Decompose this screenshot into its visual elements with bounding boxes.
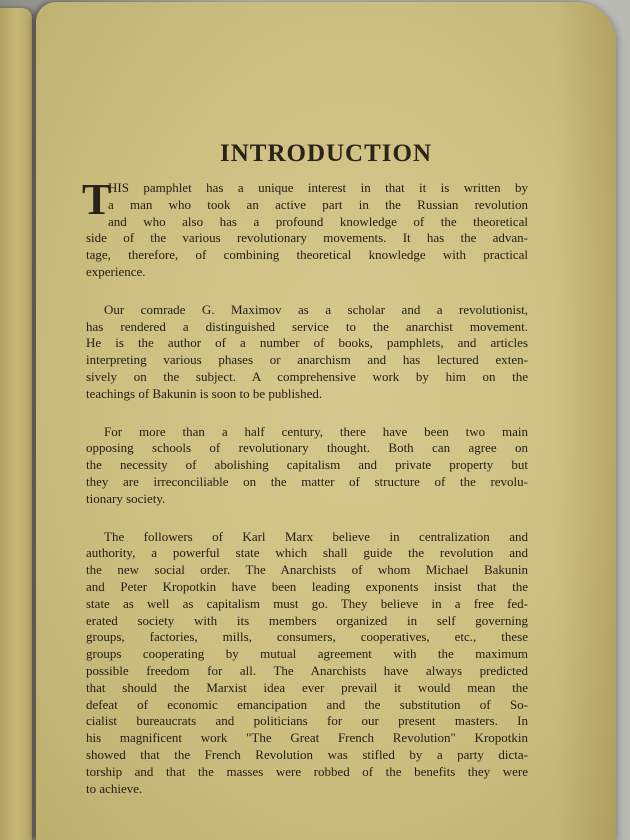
text-line: authority, a powerful state which shall guide the revolution and — [86, 545, 528, 561]
text-line: experience. — [86, 263, 146, 279]
text-line: opposing schools of revolutionary thought. Both can agree on — [86, 440, 528, 456]
paragraph-3 — [86, 424, 528, 508]
text-line: He is the author of a number of books, pamphlets, and articles — [86, 335, 528, 351]
text-line: they are irreconciliable on the matter of structure of the revolu- — [86, 473, 528, 489]
text-line: to achieve. — [86, 780, 143, 796]
paragraph-4 — [86, 529, 528, 798]
text-line: erated society with its members organized in self governing — [86, 612, 528, 628]
text-line: tionary society. — [86, 490, 166, 506]
text-line: defeat of economic emancipation and the substitution of So- — [86, 696, 528, 712]
text-line: The followers of Karl Marx believe in centralization and — [104, 528, 528, 544]
text-line: and Peter Kropotkin have been leading exponents insist that the — [86, 578, 528, 594]
text-line: showed that the French Revolution was stifled by a party dicta- — [86, 746, 528, 762]
text-line: state as well as capitalism must go. They believe in a free fed- — [86, 595, 528, 611]
text-line: has rendered a distinguished service to the anarchist movement. — [86, 318, 528, 334]
text-line: side of the various revolutionary movements. It has the advan- — [86, 230, 528, 246]
text-line: tage, therefore, of combining theoretical knowledge with practical — [86, 247, 528, 263]
text-line: and who also has a profound knowledge of the theoretical — [108, 213, 528, 229]
text-line: the necessity of abolishing capitalism and private property but — [86, 457, 528, 473]
text-line: Our comrade G. Maximov as a scholar and a revolutionist, — [104, 301, 528, 317]
text-line: For more than a half century, there have been two main — [104, 423, 528, 439]
text-line: his magnificent work "The Great French Revolution" Kropotkin — [86, 730, 528, 746]
text-line: teachings of Bakunin is soon to be published. — [86, 385, 323, 401]
body-text — [82, 175, 528, 818]
facing-page-edge — [0, 8, 32, 840]
paragraph-1 — [82, 175, 528, 281]
text-line: groups, factories, mills, consumers, cooperatives, etc., these — [86, 629, 528, 645]
text-line: that should the Marxist idea ever prevail it would mean the — [86, 679, 528, 695]
text-line: a man who took an active part in the Russian revolution — [108, 196, 528, 212]
text-line: interpreting various phases or anarchism and has lectured exten- — [86, 352, 528, 368]
text-line: possible freedom for all. The Anarchists have always predicted — [86, 662, 528, 678]
page-title: INTRODUCTION — [219, 140, 433, 167]
text-line: the new social order. The Anarchists of whom Michael Bakunin — [86, 562, 528, 578]
text-line: torship and that the masses were robbed of the benefits they were — [86, 763, 528, 779]
text-line: groups cooperating by mutual agreement with the maximum — [86, 646, 528, 662]
drop-cap: T — [82, 175, 112, 224]
paragraph-2 — [86, 302, 528, 403]
text-line: sively on the subject. A comprehensive work by him on the — [86, 368, 528, 384]
text-line: HIS pamphlet has a unique interest in that it is written by — [108, 180, 528, 195]
text-line: cialist bureaucrats and politicians for our present masters. In — [86, 713, 528, 729]
